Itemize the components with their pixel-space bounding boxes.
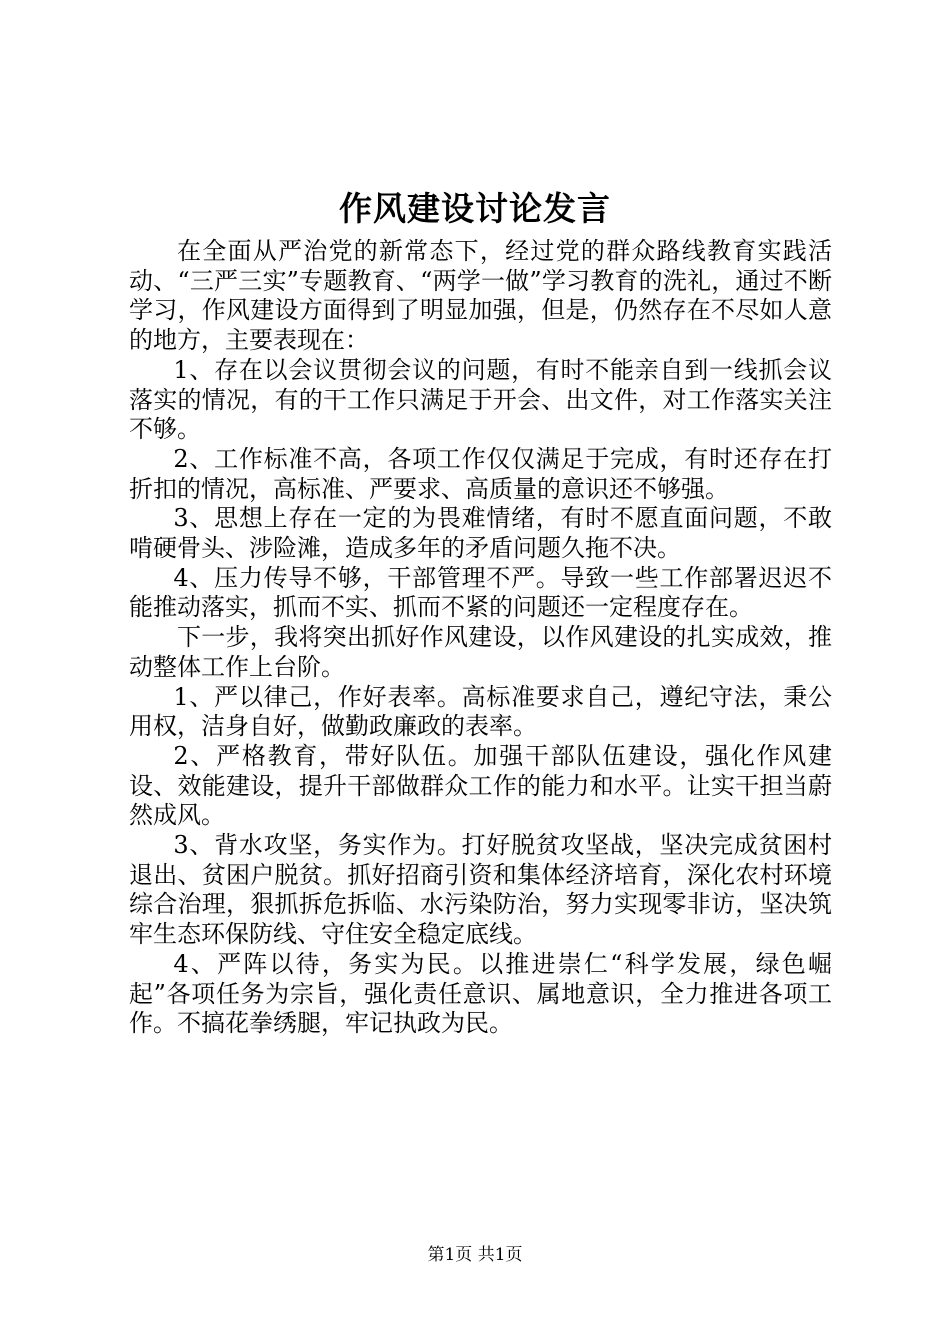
problem-item-2: 2、工作标准不高，各项工作仅仅满足于完成，有时还存在打折扣的情况，高标准、严要求、高质量的意识还不够强。 — [129, 444, 832, 503]
document-title: 作风建设讨论发言 — [339, 189, 611, 228]
page-footer: 第1页 共1页 — [427, 1245, 523, 1265]
document-body — [129, 237, 832, 1039]
intro-paragraph: 在全面从严治党的新常态下，经过党的群众路线教育实践活动、“三严三实”专题教育、“两学一做”学习教育的洗礼，通过不断学习，作风建设方面得到了明显加强，但是，仍然存在不尽如人意的地方，主要表现在： — [129, 237, 832, 355]
measure-item-2: 2、严格教育，带好队伍。加强干部队伍建设，强化作风建设、效能建设，提升干部做群众工作的能力和水平。让实干担当蔚然成风。 — [129, 741, 832, 830]
problem-item-3: 3、思想上存在一定的为畏难情绪，有时不愿直面问题，不敢啃硬骨头、涉险滩，造成多年的矛盾问题久拖不决。 — [129, 504, 832, 563]
problem-item-4: 4、压力传导不够，干部管理不严。导致一些工作部署迟迟不能推动落实，抓而不实、抓而不紧的问题还一定程度存在。 — [129, 563, 832, 622]
next-step-paragraph: 下一步，我将突出抓好作风建设，以作风建设的扎实成效，推动整体工作上台阶。 — [129, 623, 832, 681]
problem-item-1: 1、存在以会议贯彻会议的问题，有时不能亲自到一线抓会议落实的情况，有的干工作只满足于开会、出文件，对工作落实关注不够。 — [129, 355, 832, 444]
measure-item-4: 4、严阵以待，务实为民。以推进崇仁“科学发展，绿色崛起”各项任务为宗旨，强化责任意识、属地意识，全力推进各项工作。不搞花拳绣腿，牢记执政为民。 — [129, 949, 832, 1038]
measure-item-3: 3、背水攻坚，务实作为。打好脱贫攻坚战，坚决完成贫困村退出、贫困户脱贫。抓好招商引资和集体经济培育，深化农村环境综合治理，狠抓拆危拆临、水污染防治，努力实现零非访，坚决筑牢生态环保防线、守住安全稳定底线。 — [129, 831, 832, 949]
measure-item-1: 1、严以律己，作好表率。高标准要求自己，遵纪守法，秉公用权，洁身自好，做勤政廉政的表率。 — [129, 682, 832, 741]
